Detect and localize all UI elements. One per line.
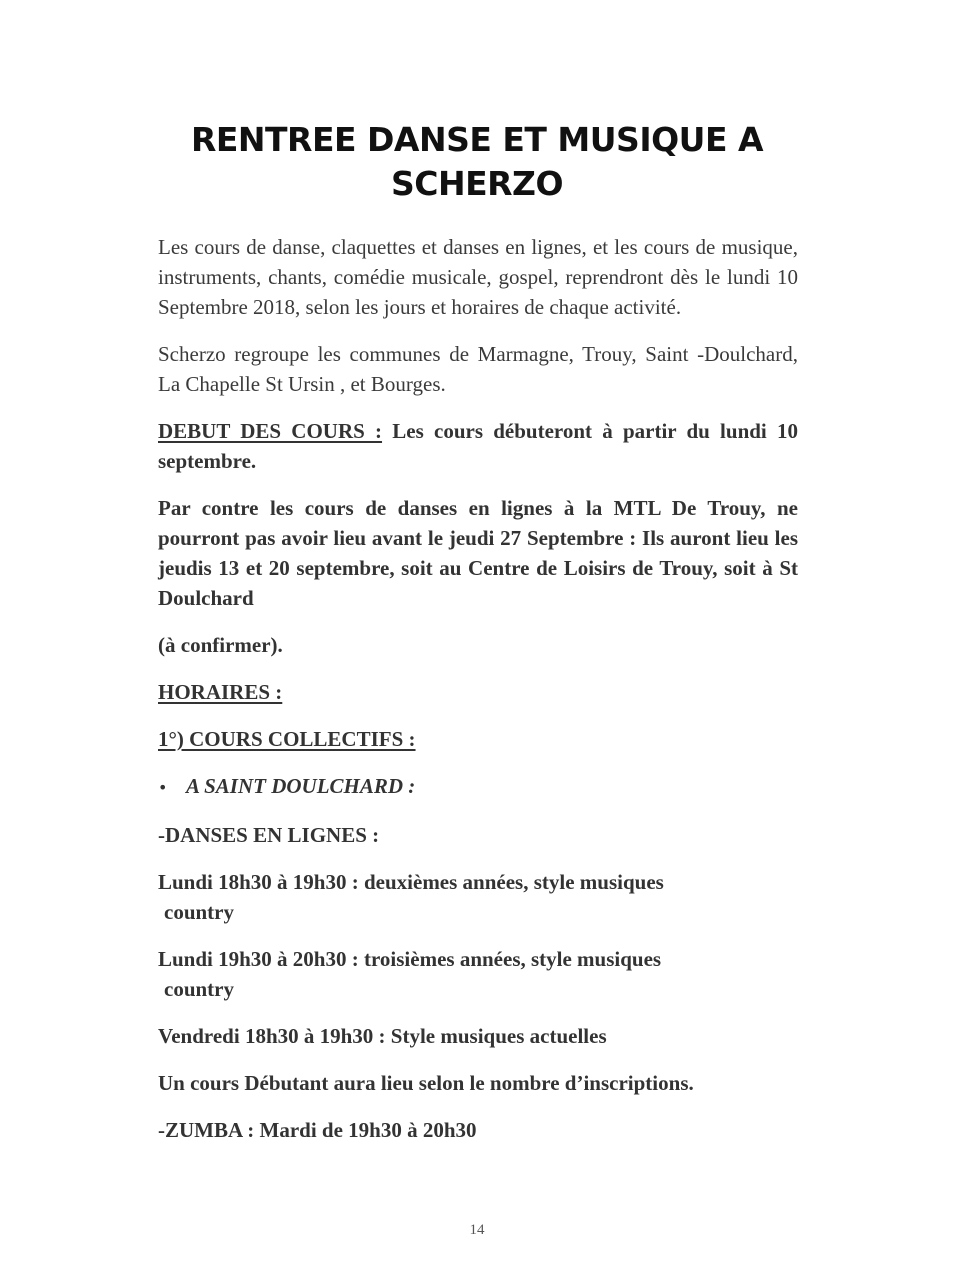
debut-text: Les cours débuteront à partir du lundi 10 septembre. [158, 419, 798, 473]
intro-paragraph: Les cours de danse, claquettes et danses en lignes, et les cours de musique, instruments, chants, comédie musicale, gospel, reprendront dès le lundi 10 Septembre 2018, selon les jours et horaires de chaque activité. [158, 235, 798, 319]
title-line-2: SCHERZO [390, 164, 564, 203]
schedule-item-1-cont: country [164, 900, 234, 924]
horaires-heading: HORAIRES : [158, 680, 283, 704]
confirm-paragraph: (à confirmer). [158, 633, 283, 657]
page-number: 14 [469, 1222, 485, 1238]
communes-paragraph: Scherzo regroupe les communes de Marmagne, Trouy, Saint -Doulchard, La Chapelle St Ursin , et Bourges. [158, 342, 798, 396]
title-line-1: RENTREE DANSE ET MUSIQUE A [190, 120, 764, 159]
cours-collectifs-heading: 1°) COURS COLLECTIFS : [158, 727, 416, 751]
debutant-paragraph: Un cours Débutant aura lieu selon le nombre d’inscriptions. [158, 1071, 694, 1095]
schedule-item-2-cont: country [164, 977, 234, 1001]
schedule-item-2 [158, 944, 798, 1004]
bullet-icon: • [158, 778, 168, 797]
schedule-item-1-line: Lundi 18h30 à 19h30 : deuxièmes années, style musiques [158, 870, 664, 894]
location-list-item [158, 771, 798, 803]
zumba-paragraph: -ZUMBA : Mardi de 19h30 à 20h30 [158, 1118, 477, 1142]
mtl-notice-paragraph: Par contre les cours de danses en lignes à la MTL De Trouy, ne pourront pas avoir lieu avant le jeudi 27 Septembre : Ils auront lieu les jeudis 13 et 20 septembre, soit au Centre de Loisirs de Trouy, soit à St Doulchard [158, 496, 798, 610]
location-label: A SAINT DOULCHARD : [186, 774, 416, 798]
schedule-item-2-line: Lundi 19h30 à 20h30 : troisièmes années, style musiques [158, 947, 662, 971]
schedule-item-1 [158, 867, 798, 927]
debut-paragraph [158, 416, 798, 476]
page-title [150, 118, 804, 206]
document-body [158, 232, 798, 1145]
danses-lignes-heading: -DANSES EN LIGNES : [158, 823, 380, 847]
schedule-item-3: Vendredi 18h30 à 19h30 : Style musiques actuelles [158, 1024, 607, 1048]
debut-label: DEBUT DES COURS : [158, 419, 383, 443]
